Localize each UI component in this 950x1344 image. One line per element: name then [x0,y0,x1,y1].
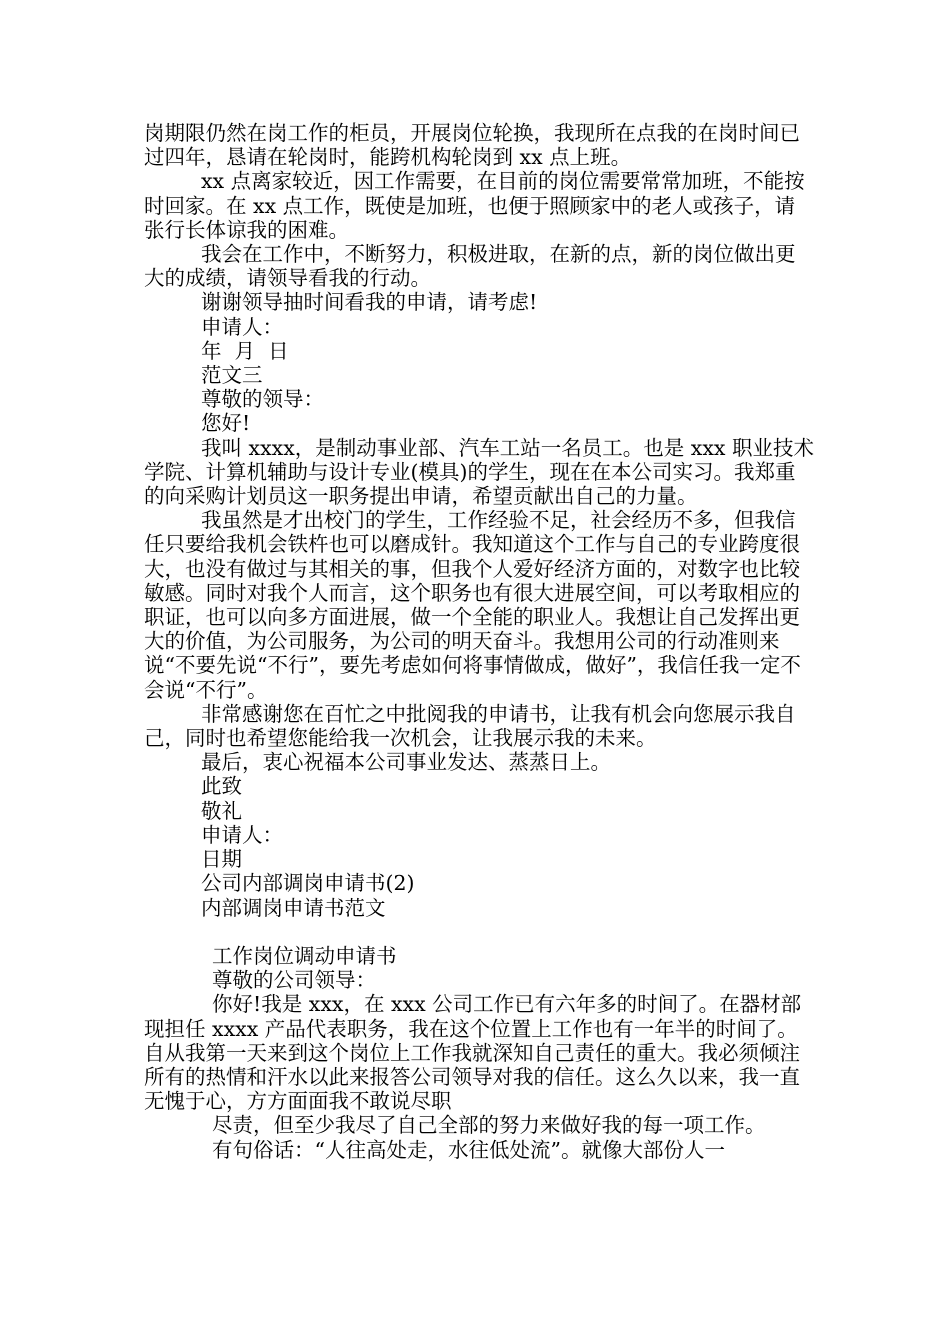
paragraph-12: 非常感谢您在百忙之中批阅我的申请书，让我有机会向您展示我自己，同时也希望您能给我一次机会，让我展示我的未来。 [144,701,796,751]
paragraph-1: 岗期限仍然在岗工作的柜员，开展岗位轮换，我现所在点我的在岗时间已过四年，恳请在轮岗时，能跨机构轮岗到 xx 点上班。 [144,121,800,170]
section-title-internal-transfer: 公司内部调岗申请书(2) [201,871,415,896]
letter-title: 工作岗位调动申请书 [212,943,397,968]
blank-line [144,920,814,944]
date-label-2: 日期 [201,847,242,872]
paragraph-22: 你好!我是 xxx，在 xxx 公司工作已有六年多的时间了。在器材部现担任 xxxx 产品代表职务，我在这个位置上工作也有一年半的时间了。自从我第一天来到这个岗位上工作我就深知自己责任的重大。我必须倾注所有的热情和汗水以此来报答公司领导对我的信任。这么久以来，我一直无愧于心，方方面面我不敢说尽职 [144,992,802,1114]
greeting: 您好! [201,411,251,436]
paragraph-2: xx 点离家较近，因工作需要，在目前的岗位需要常常加班，不能按时回家。在 xx 点工作，既使是加班，也便于照顾家中的老人或孩子，请张行长体谅我的困难。 [144,169,805,242]
paragraph-23: 尽责，但至少我尽了自己全部的努力来做好我的每一项工作。 [212,1113,766,1138]
salutation-2: 尊敬的公司领导： [212,968,376,993]
applicant-label: 申请人： [201,314,283,339]
paragraph-3: 我会在工作中，不断努力，积极进取，在新的点，新的岗位做出更大的成绩，请领导看我的行动。 [144,242,796,291]
section-title-sample-three: 范文三 [201,363,263,388]
paragraph-11: 我虽然是才出校门的学生，工作经验不足，社会经历不多，但我信任只要给我机会铁杵也可以磨成针。我知道这个工作与自己的专业跨度很大，也没有做过与其相关的事，但我个人爱好经济方面的，对数字也比较敏感。同时对我个人而言，这个职务也有很大进展空间，可以考取相应的职证，也可以向多方面进展，做一个全能的职业人。我想让自己发挥出更大的价值，为公司服务，为公司的明天奋斗。我想用公司的行动准则来说“不要先说“不行”，要先考虑如何将事情做成，做好”，我信任我一定不会说“不行”。 [144,508,801,702]
applicant-label-2: 申请人： [201,822,283,847]
paragraph-4: 谢谢领导抽时间看我的申请，请考虑! [201,290,538,315]
paragraph-24: 有句俗话：“人往高处走，水往低处流”。就像大部份人一 [212,1137,725,1162]
closing-ci-zhi: 此致 [201,774,242,799]
date-label: 年 月 日 [201,338,289,363]
closing-jing-li: 敬礼 [201,798,242,823]
section-subtitle-sample: 内部调岗申请书范文 [201,895,386,920]
document-page [144,121,814,1162]
paragraph-10: 我叫 xxxx，是制动事业部、汽车工站一名员工。也是 xxx 职业技术学院、计算机辅助与设计专业(模具)的学生，现在在本公司实习。我郑重的向采购计划员这一职务提出申请，希望贡献出自己的力量。 [144,435,814,509]
paragraph-13: 最后，衷心祝福本公司事业发达、蒸蒸日上。 [201,750,611,775]
salutation: 尊敬的领导： [201,387,324,412]
